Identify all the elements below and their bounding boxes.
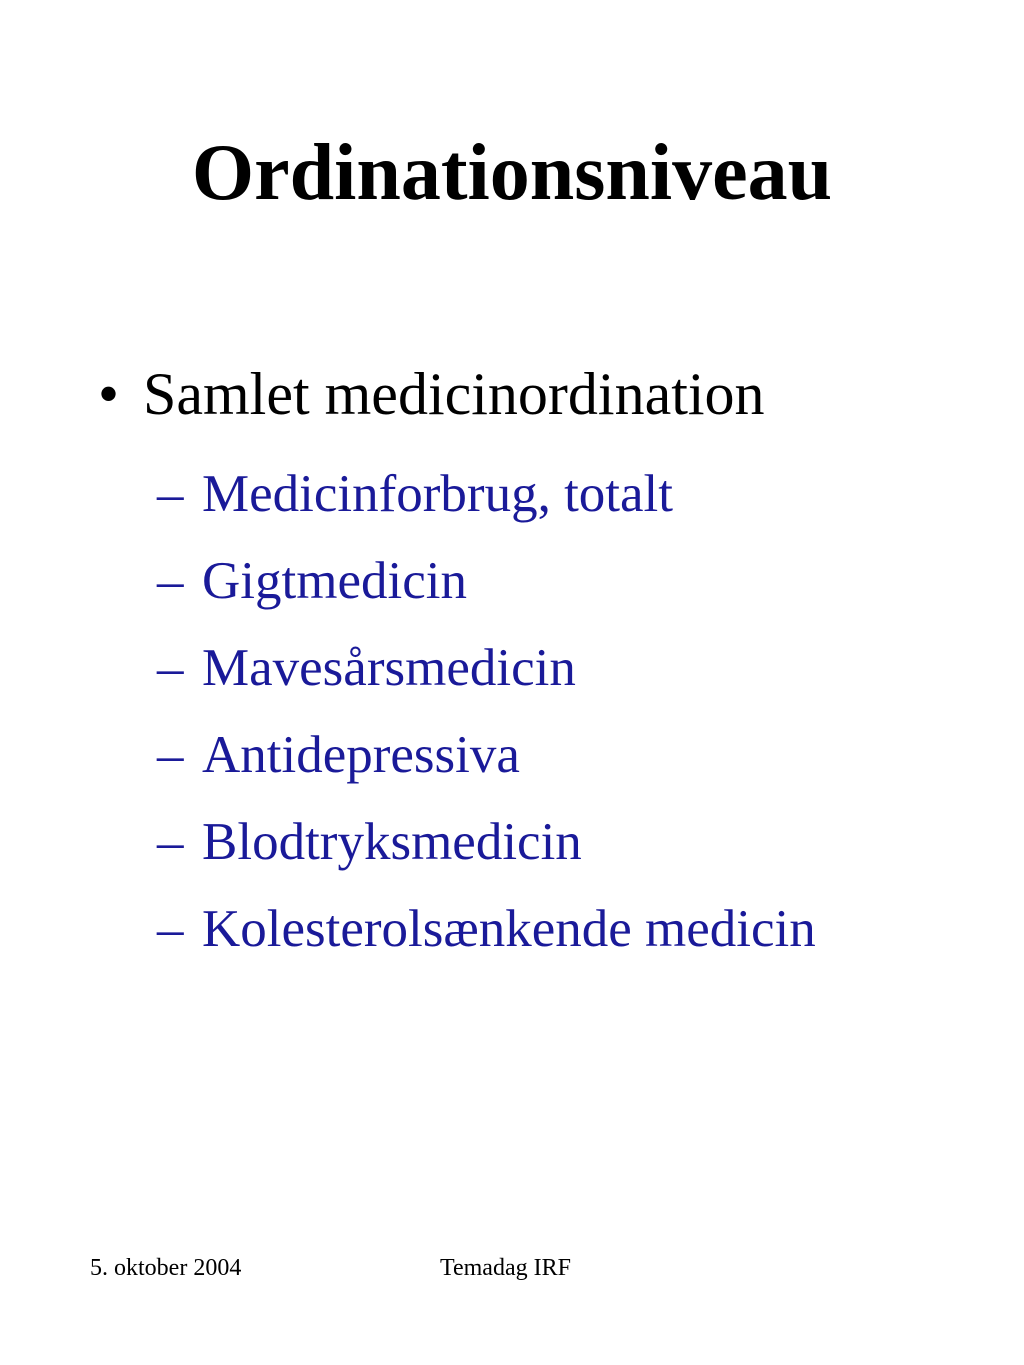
footer-date: 5. oktober 2004 bbox=[90, 1255, 242, 1281]
dash-marker: – bbox=[157, 465, 184, 523]
sub-bullet-text: Mavesårsmedicin bbox=[202, 639, 576, 697]
bullet-marker: • bbox=[98, 361, 120, 427]
sub-bullet-item bbox=[157, 712, 816, 799]
main-bullet-text: Samlet medicinordination bbox=[143, 361, 765, 427]
slide-title: Ordinationsniveau bbox=[191, 129, 833, 217]
dash-marker: – bbox=[157, 726, 184, 784]
sub-bullet-text: Antidepressiva bbox=[202, 726, 520, 784]
sub-bullet-text: Blodtryksmedicin bbox=[202, 813, 582, 871]
dash-marker: – bbox=[157, 639, 184, 697]
sub-bullet-item bbox=[157, 625, 816, 712]
sub-bullet-text: Medicinforbrug, totalt bbox=[202, 465, 673, 523]
sub-bullet-text: Kolesterolsænkende medicin bbox=[202, 900, 816, 958]
sub-bullet-item bbox=[157, 538, 816, 625]
sub-bullet-item bbox=[157, 886, 816, 973]
main-bullet bbox=[98, 358, 765, 430]
sub-bullet-item bbox=[157, 799, 816, 886]
dash-marker: – bbox=[157, 813, 184, 871]
sub-bullet-text: Gigtmedicin bbox=[202, 552, 467, 610]
sub-bullet-list bbox=[157, 451, 816, 973]
footer-event: Temadag IRF bbox=[440, 1255, 571, 1281]
dash-marker: – bbox=[157, 900, 184, 958]
sub-bullet-item bbox=[157, 451, 816, 538]
dash-marker: – bbox=[157, 552, 184, 610]
